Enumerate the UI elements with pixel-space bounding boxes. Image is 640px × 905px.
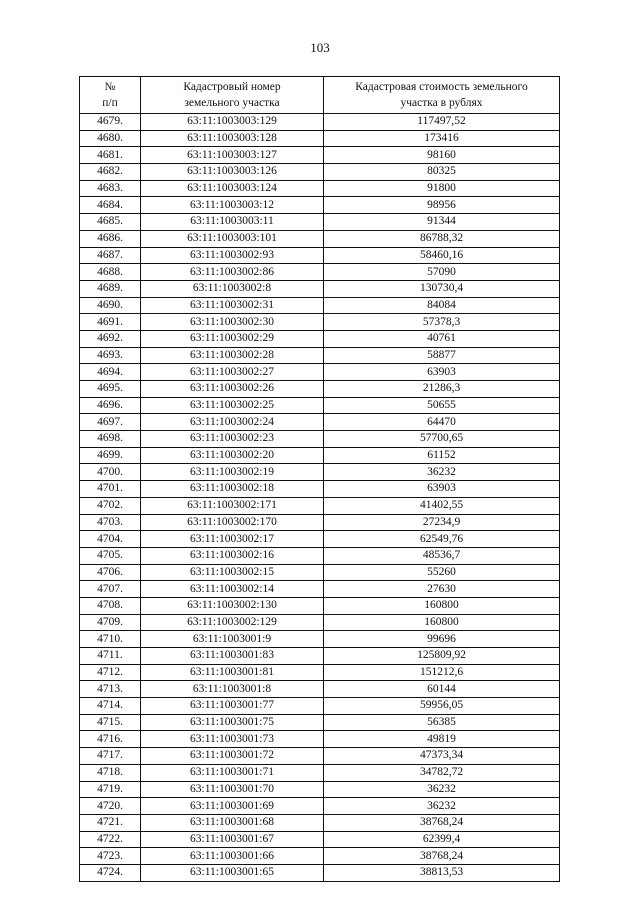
cell-cadastral-value: 50655 — [324, 397, 560, 414]
cell-cadastral-number: 63:11:1003002:93 — [141, 247, 324, 264]
cell-row-number: 4710. — [80, 631, 141, 648]
cell-cadastral-number: 63:11:1003002:31 — [141, 297, 324, 314]
cell-cadastral-value: 36232 — [324, 464, 560, 481]
cell-cadastral-number: 63:11:1003002:18 — [141, 481, 324, 498]
table-row — [80, 347, 560, 364]
cell-row-number: 4686. — [80, 230, 141, 247]
cell-cadastral-number: 63:11:1003001:67 — [141, 831, 324, 848]
cell-row-number: 4683. — [80, 180, 141, 197]
cell-cadastral-number: 63:11:1003001:73 — [141, 731, 324, 748]
table-row — [80, 414, 560, 431]
cell-row-number: 4720. — [80, 798, 141, 815]
table-row — [80, 497, 560, 514]
cell-cadastral-number: 63:11:1003001:72 — [141, 748, 324, 765]
cell-row-number: 4711. — [80, 648, 141, 665]
cell-row-number: 4691. — [80, 314, 141, 331]
table-row — [80, 147, 560, 164]
cell-cadastral-value: 99696 — [324, 631, 560, 648]
table-row — [80, 781, 560, 798]
cell-cadastral-number: 63:11:1003002:129 — [141, 614, 324, 631]
header-cadastral-number-line2: земельного участка — [184, 97, 280, 109]
cell-cadastral-number: 63:11:1003001:9 — [141, 631, 324, 648]
cell-cadastral-value: 55260 — [324, 564, 560, 581]
cell-cadastral-value: 48536,7 — [324, 547, 560, 564]
table-row — [80, 447, 560, 464]
cell-cadastral-number: 63:11:1003001:83 — [141, 648, 324, 665]
table-row — [80, 330, 560, 347]
table-row — [80, 731, 560, 748]
table-row — [80, 531, 560, 548]
cell-cadastral-number: 63:11:1003003:12 — [141, 197, 324, 214]
cell-cadastral-number: 63:11:1003002:170 — [141, 514, 324, 531]
cell-cadastral-number: 63:11:1003002:23 — [141, 431, 324, 448]
cell-cadastral-value: 57378,3 — [324, 314, 560, 331]
cell-row-number: 4684. — [80, 197, 141, 214]
cell-cadastral-value: 160800 — [324, 614, 560, 631]
cell-cadastral-number: 63:11:1003002:24 — [141, 414, 324, 431]
cell-row-number: 4714. — [80, 698, 141, 715]
table-row — [80, 464, 560, 481]
cell-row-number: 4679. — [80, 114, 141, 131]
cell-row-number: 4687. — [80, 247, 141, 264]
table-row — [80, 214, 560, 231]
cell-cadastral-number: 63:11:1003002:30 — [141, 314, 324, 331]
table-row — [80, 614, 560, 631]
cell-row-number: 4689. — [80, 280, 141, 297]
table-row — [80, 681, 560, 698]
cell-cadastral-value: 57700,65 — [324, 431, 560, 448]
cell-cadastral-value: 21286,3 — [324, 381, 560, 398]
cell-row-number: 4707. — [80, 581, 141, 598]
table-row — [80, 631, 560, 648]
table-row — [80, 848, 560, 865]
cell-row-number: 4708. — [80, 597, 141, 614]
cell-row-number: 4709. — [80, 614, 141, 631]
cell-row-number: 4695. — [80, 381, 141, 398]
table-row — [80, 164, 560, 181]
cell-cadastral-number: 63:11:1003002:26 — [141, 381, 324, 398]
cell-row-number: 4705. — [80, 547, 141, 564]
cell-cadastral-value: 130730,4 — [324, 280, 560, 297]
cell-cadastral-number: 63:11:1003003:124 — [141, 180, 324, 197]
cell-row-number: 4685. — [80, 214, 141, 231]
cell-cadastral-value: 36232 — [324, 781, 560, 798]
table-row — [80, 798, 560, 815]
cell-cadastral-value: 62399,4 — [324, 831, 560, 848]
cell-cadastral-number: 63:11:1003003:129 — [141, 114, 324, 131]
cell-cadastral-value: 40761 — [324, 330, 560, 347]
cell-row-number: 4693. — [80, 347, 141, 364]
cell-cadastral-number: 63:11:1003001:65 — [141, 864, 324, 881]
cell-cadastral-number: 63:11:1003001:8 — [141, 681, 324, 698]
header-row-number-line2: п/п — [102, 97, 118, 109]
cell-row-number: 4706. — [80, 564, 141, 581]
cell-row-number: 4712. — [80, 664, 141, 681]
cell-cadastral-number: 63:11:1003001:66 — [141, 848, 324, 865]
cell-cadastral-number: 63:11:1003002:86 — [141, 264, 324, 281]
cell-cadastral-value: 47373,34 — [324, 748, 560, 765]
header-cadastral-value — [324, 77, 560, 114]
cell-cadastral-value: 41402,55 — [324, 497, 560, 514]
cell-cadastral-number: 63:11:1003001:71 — [141, 764, 324, 781]
cell-row-number: 4692. — [80, 330, 141, 347]
table-row — [80, 247, 560, 264]
table-row — [80, 564, 560, 581]
cell-cadastral-number: 63:11:1003001:81 — [141, 664, 324, 681]
cell-cadastral-number: 63:11:1003001:75 — [141, 714, 324, 731]
cell-row-number: 4724. — [80, 864, 141, 881]
cell-row-number: 4717. — [80, 748, 141, 765]
table-row — [80, 481, 560, 498]
cell-row-number: 4697. — [80, 414, 141, 431]
cell-cadastral-value: 57090 — [324, 264, 560, 281]
cell-row-number: 4681. — [80, 147, 141, 164]
cell-row-number: 4713. — [80, 681, 141, 698]
cell-cadastral-number: 63:11:1003002:28 — [141, 347, 324, 364]
table-row — [80, 314, 560, 331]
header-cadastral-number-line1: Кадастровый номер — [183, 81, 281, 93]
cell-row-number: 4682. — [80, 164, 141, 181]
cell-cadastral-value: 98160 — [324, 147, 560, 164]
page-number: 103 — [310, 40, 330, 55]
table-row — [80, 664, 560, 681]
table-row — [80, 764, 560, 781]
cell-cadastral-value: 38813,53 — [324, 864, 560, 881]
cell-row-number: 4688. — [80, 264, 141, 281]
table-row — [80, 230, 560, 247]
cell-cadastral-value: 173416 — [324, 130, 560, 147]
table-row — [80, 130, 560, 147]
cell-cadastral-value: 63903 — [324, 364, 560, 381]
cell-row-number: 4715. — [80, 714, 141, 731]
cell-cadastral-value: 34782,72 — [324, 764, 560, 781]
cell-cadastral-number: 63:11:1003002:25 — [141, 397, 324, 414]
cell-cadastral-value: 91344 — [324, 214, 560, 231]
table-row — [80, 381, 560, 398]
table-row — [80, 831, 560, 848]
cell-cadastral-value: 63903 — [324, 481, 560, 498]
cell-cadastral-value: 125809,92 — [324, 648, 560, 665]
table-row — [80, 597, 560, 614]
cell-row-number: 4722. — [80, 831, 141, 848]
cell-row-number: 4716. — [80, 731, 141, 748]
cell-cadastral-number: 63:11:1003002:20 — [141, 447, 324, 464]
cell-row-number: 4723. — [80, 848, 141, 865]
cell-cadastral-number: 63:11:1003002:17 — [141, 531, 324, 548]
cell-cadastral-number: 63:11:1003002:15 — [141, 564, 324, 581]
cell-cadastral-value: 56385 — [324, 714, 560, 731]
cell-row-number: 4702. — [80, 497, 141, 514]
cell-cadastral-number: 63:11:1003001:69 — [141, 798, 324, 815]
table-row — [80, 397, 560, 414]
table-row — [80, 581, 560, 598]
table-row — [80, 648, 560, 665]
table-row — [80, 547, 560, 564]
cell-cadastral-number: 63:11:1003002:16 — [141, 547, 324, 564]
cell-cadastral-value: 86788,32 — [324, 230, 560, 247]
table-header-row — [80, 77, 560, 114]
header-cadastral-value-line2: участка в рублях — [400, 97, 483, 109]
cell-cadastral-number: 63:11:1003002:171 — [141, 497, 324, 514]
cell-cadastral-value: 91800 — [324, 180, 560, 197]
cell-cadastral-value: 160800 — [324, 597, 560, 614]
cell-cadastral-value: 58877 — [324, 347, 560, 364]
cell-row-number: 4694. — [80, 364, 141, 381]
cell-row-number: 4701. — [80, 481, 141, 498]
header-row-number — [80, 77, 141, 114]
cell-cadastral-value: 36232 — [324, 798, 560, 815]
cell-cadastral-number: 63:11:1003003:126 — [141, 164, 324, 181]
table-row — [80, 748, 560, 765]
table-row — [80, 514, 560, 531]
cell-cadastral-number: 63:11:1003003:127 — [141, 147, 324, 164]
header-cadastral-value-line1: Кадастровая стоимость земельного — [355, 81, 528, 93]
table-row — [80, 431, 560, 448]
cell-row-number: 4718. — [80, 764, 141, 781]
cell-cadastral-value: 98956 — [324, 197, 560, 214]
header-cadastral-number — [141, 77, 324, 114]
table-row — [80, 297, 560, 314]
table-row — [80, 364, 560, 381]
cell-cadastral-value: 61152 — [324, 447, 560, 464]
cell-cadastral-number: 63:11:1003002:130 — [141, 597, 324, 614]
table-row — [80, 698, 560, 715]
cell-row-number: 4703. — [80, 514, 141, 531]
cell-cadastral-number: 63:11:1003003:11 — [141, 214, 324, 231]
table-row — [80, 197, 560, 214]
cell-cadastral-value: 59956,05 — [324, 698, 560, 715]
cell-cadastral-value: 27630 — [324, 581, 560, 598]
cell-row-number: 4680. — [80, 130, 141, 147]
cell-cadastral-value: 49819 — [324, 731, 560, 748]
cell-cadastral-number: 63:11:1003002:14 — [141, 581, 324, 598]
table-row — [80, 864, 560, 881]
cell-cadastral-value: 27234,9 — [324, 514, 560, 531]
cell-cadastral-value: 38768,24 — [324, 814, 560, 831]
cadastral-value-table — [79, 76, 560, 882]
cell-cadastral-number: 63:11:1003002:29 — [141, 330, 324, 347]
cell-row-number: 4700. — [80, 464, 141, 481]
cell-cadastral-number: 63:11:1003003:101 — [141, 230, 324, 247]
cell-cadastral-number: 63:11:1003003:128 — [141, 130, 324, 147]
table-row — [80, 264, 560, 281]
cell-cadastral-value: 38768,24 — [324, 848, 560, 865]
cell-cadastral-number: 63:11:1003001:70 — [141, 781, 324, 798]
table-row — [80, 814, 560, 831]
cell-cadastral-number: 63:11:1003002:8 — [141, 280, 324, 297]
cell-row-number: 4719. — [80, 781, 141, 798]
cell-cadastral-value: 58460,16 — [324, 247, 560, 264]
cell-cadastral-value: 64470 — [324, 414, 560, 431]
cell-row-number: 4704. — [80, 531, 141, 548]
cell-row-number: 4696. — [80, 397, 141, 414]
cell-cadastral-value: 62549,76 — [324, 531, 560, 548]
cell-cadastral-value: 80325 — [324, 164, 560, 181]
cell-cadastral-number: 63:11:1003002:27 — [141, 364, 324, 381]
table-row — [80, 280, 560, 297]
cell-cadastral-value: 151212,6 — [324, 664, 560, 681]
cell-cadastral-value: 60144 — [324, 681, 560, 698]
cell-row-number: 4699. — [80, 447, 141, 464]
cell-row-number: 4690. — [80, 297, 141, 314]
cell-cadastral-number: 63:11:1003001:77 — [141, 698, 324, 715]
table-body — [80, 114, 560, 882]
table-row — [80, 714, 560, 731]
cell-cadastral-value: 117497,52 — [324, 114, 560, 131]
cell-cadastral-value: 84084 — [324, 297, 560, 314]
cell-row-number: 4698. — [80, 431, 141, 448]
cell-row-number: 4721. — [80, 814, 141, 831]
table-row — [80, 114, 560, 131]
cell-cadastral-number: 63:11:1003001:68 — [141, 814, 324, 831]
table-row — [80, 180, 560, 197]
cell-cadastral-number: 63:11:1003002:19 — [141, 464, 324, 481]
header-row-number-line1: № — [104, 81, 116, 93]
